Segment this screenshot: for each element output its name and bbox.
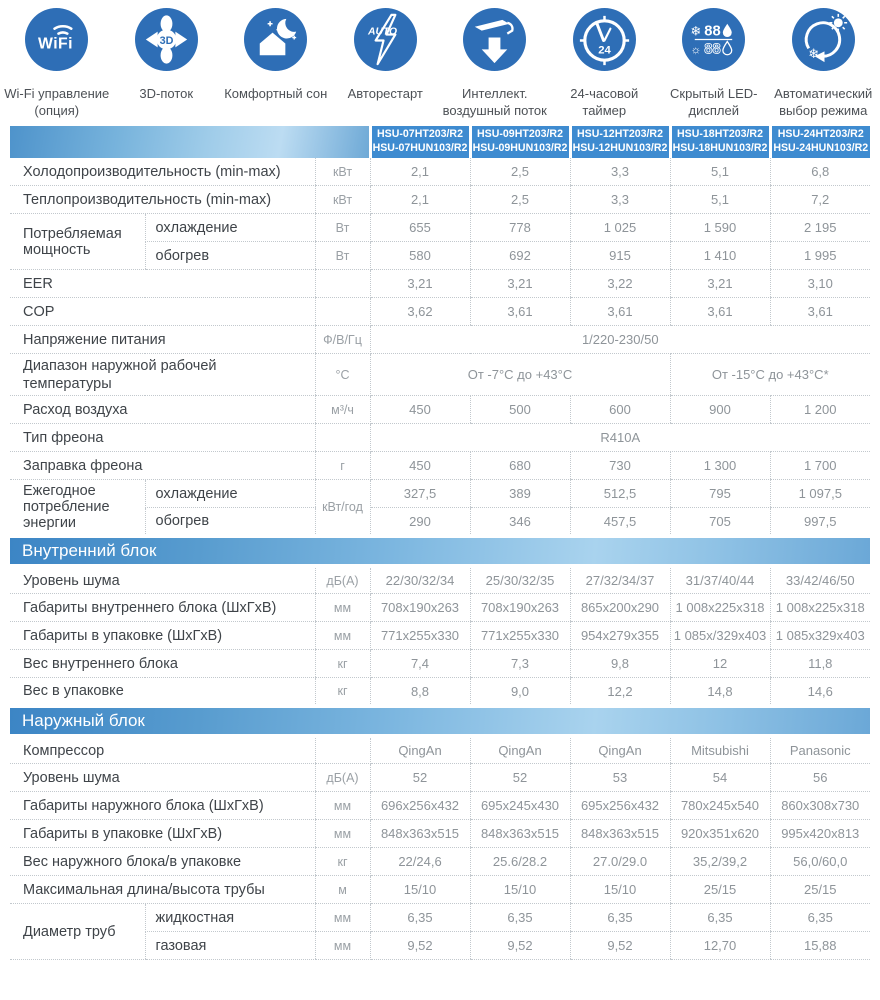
model-header-cell: HSU-18HT203/R2 HSU-18HUN103/R2 — [670, 126, 770, 158]
models-header-row — [10, 126, 870, 158]
spec-value-cell: 708x190x263 — [370, 594, 470, 622]
spec-value-cell: Panasonic — [770, 736, 870, 764]
spec-group-cell: Диаметр труб — [10, 904, 145, 960]
spec-value-cell: 33/42/46/50 — [770, 566, 870, 594]
spec-value-cell: 52 — [370, 764, 470, 792]
feature-label: 3D-поток — [139, 86, 194, 101]
flow3d-icon — [135, 8, 198, 71]
spec-value-cell: 696x256x432 — [370, 792, 470, 820]
table-row — [10, 594, 870, 622]
spec-label-cell: Уровень шума — [10, 566, 315, 594]
spec-value-cell: 900 — [670, 396, 770, 424]
spec-unit-cell — [315, 736, 370, 764]
spec-value-cell: 27.0/29.0 — [570, 848, 670, 876]
spec-value-cell: 580 — [370, 242, 470, 270]
spec-unit-cell: Ф/В/Гц — [315, 326, 370, 354]
table-row — [10, 396, 870, 424]
spec-value-cell: 1 700 — [770, 452, 870, 480]
model-header-cell: HSU-24HT203/R2 HSU-24HUN103/R2 — [770, 126, 870, 158]
spec-label-cell: Вес наружного блока/в упаковке — [10, 848, 315, 876]
spec-value-cell: 780x245x540 — [670, 792, 770, 820]
spec-label-cell: Габариты в упаковке (ШхГхВ) — [10, 622, 315, 650]
spec-sub-cell: газовая — [145, 932, 315, 960]
spec-value-cell: 15/10 — [470, 876, 570, 904]
spec-unit-cell: °C — [315, 354, 370, 396]
spec-value-cell: 25/15 — [670, 876, 770, 904]
spec-value-cell: 35,2/39,2 — [670, 848, 770, 876]
spec-value-cell: 25.6/28.2 — [470, 848, 570, 876]
wifi-icon — [25, 8, 88, 71]
spec-value-cell: 31/37/40/44 — [670, 566, 770, 594]
model-header-cell: HSU-12HT203/R2 HSU-12HUN103/R2 — [570, 126, 670, 158]
spec-label-cell: Напряжение питания — [10, 326, 315, 354]
spec-value-cell: 450 — [370, 396, 470, 424]
spec-group-cell: Ежегодное потребление энергии — [10, 480, 145, 536]
feature-smartairflow — [440, 8, 550, 119]
spec-value-cell: 2,5 — [470, 158, 570, 186]
spec-unit-cell: мм — [315, 904, 370, 932]
spec-value-cell: 915 — [570, 242, 670, 270]
spec-unit-cell: кВт/год — [315, 480, 370, 536]
spec-value-cell: 15/10 — [570, 876, 670, 904]
spec-value-cell: Mitsubishi — [670, 736, 770, 764]
spec-value-cell: 865x200x290 — [570, 594, 670, 622]
spec-value-cell: 1 200 — [770, 396, 870, 424]
spec-value-cell: 2 195 — [770, 214, 870, 242]
spec-label-cell: Расход воздуха — [10, 396, 315, 424]
svg-text:88: 88 — [704, 41, 721, 58]
spec-value-cell: 1 025 — [570, 214, 670, 242]
table-row — [10, 298, 870, 326]
feature-automode — [769, 8, 879, 119]
spec-label-cell: Компрессор — [10, 736, 315, 764]
section-row — [10, 536, 870, 566]
spec-value-cell: 5,1 — [670, 186, 770, 214]
svg-text:☼: ☼ — [690, 42, 702, 57]
svg-text:❄: ❄ — [690, 23, 702, 39]
spec-value-cell: 27/32/34/37 — [570, 566, 670, 594]
table-row — [10, 678, 870, 706]
spec-unit-cell: мм — [315, 932, 370, 960]
svg-text:24: 24 — [597, 44, 611, 57]
spec-value-cell: 954x279x355 — [570, 622, 670, 650]
spec-unit-cell: мм — [315, 820, 370, 848]
spec-unit-cell: г — [315, 452, 370, 480]
spec-value-cell: 14,8 — [670, 678, 770, 706]
spec-value-cell: 1 995 — [770, 242, 870, 270]
table-row — [10, 186, 870, 214]
spec-value-cell: 457,5 — [570, 508, 670, 536]
table-row — [10, 650, 870, 678]
hiddenled-icon — [682, 8, 745, 71]
feature-label: Комфортный сон — [224, 86, 328, 101]
table-row — [10, 736, 870, 764]
spec-value-cell: 3,61 — [770, 298, 870, 326]
spec-value-cell: 3,21 — [670, 270, 770, 298]
feature-wifi — [2, 8, 112, 119]
spec-unit-cell — [315, 298, 370, 326]
table-row — [10, 876, 870, 904]
spec-value-cell: 12 — [670, 650, 770, 678]
spec-value-cell: 695x256x432 — [570, 792, 670, 820]
spec-group-cell: Потребляемая мощность — [10, 214, 145, 270]
spec-value-cell: 7,2 — [770, 186, 870, 214]
spec-label-cell: Максимальная длина/высота трубы — [10, 876, 315, 904]
spec-sub-cell: обогрев — [145, 242, 315, 270]
spec-value-cell: 920x351x620 — [670, 820, 770, 848]
spec-value-cell: 12,70 — [670, 932, 770, 960]
comfortsleep-icon — [244, 8, 307, 71]
spec-unit-cell: кг — [315, 650, 370, 678]
spec-label-cell: Тип фреона — [10, 424, 315, 452]
spec-value-cell: 8,8 — [370, 678, 470, 706]
spec-label-cell: Вес внутреннего блока — [10, 650, 315, 678]
spec-value-cell: 860x308x730 — [770, 792, 870, 820]
table-row — [10, 566, 870, 594]
spec-value-cell: 695x245x430 — [470, 792, 570, 820]
spec-value-cell: 15,88 — [770, 932, 870, 960]
spec-value-cell: 9,52 — [570, 932, 670, 960]
spec-value-cell: 500 — [470, 396, 570, 424]
spec-unit-cell: м — [315, 876, 370, 904]
spec-value-cell: 1 008x225x318 — [670, 594, 770, 622]
spec-value-cell: 1 300 — [670, 452, 770, 480]
section-header: Внутренний блок — [10, 536, 870, 566]
spec-value-cell: 3,61 — [570, 298, 670, 326]
spec-value-cell: 6,35 — [370, 904, 470, 932]
feature-label: Интеллект. воздушный поток — [442, 86, 547, 118]
autorestart-icon — [354, 8, 417, 71]
spec-value-cell: 655 — [370, 214, 470, 242]
spec-value-cell: 290 — [370, 508, 470, 536]
spec-value-cell: 6,8 — [770, 158, 870, 186]
feature-label: Автоматический выбор режима — [774, 86, 873, 118]
spec-value-cell: 6,35 — [570, 904, 670, 932]
spec-value-cell: 2,1 — [370, 186, 470, 214]
table-row — [10, 764, 870, 792]
spec-label-cell: Вес в упаковке — [10, 678, 315, 706]
spec-value-cell: 56 — [770, 764, 870, 792]
spec-unit-cell — [315, 270, 370, 298]
spec-value-cell: 1 085x329x403 — [770, 622, 870, 650]
table-row — [10, 452, 870, 480]
table-row — [10, 214, 870, 242]
spec-unit-cell: мм — [315, 622, 370, 650]
spec-value-cell: 327,5 — [370, 480, 470, 508]
spec-value-cell: 3,62 — [370, 298, 470, 326]
spec-value-cell: 389 — [470, 480, 570, 508]
spec-value-cell: 730 — [570, 452, 670, 480]
spec-value-cell: 3,21 — [370, 270, 470, 298]
spec-value-cell: 705 — [670, 508, 770, 536]
spec-value-cell: 848x363x515 — [470, 820, 570, 848]
spec-value-cell: 9,52 — [470, 932, 570, 960]
svg-text:WiFi: WiFi — [38, 35, 74, 53]
svg-text:AUTO: AUTO — [367, 26, 397, 38]
spec-value-cell: 25/30/32/35 — [470, 566, 570, 594]
spec-value-cell: 600 — [570, 396, 670, 424]
spec-label-cell: Габариты в упаковке (ШхГхВ) — [10, 820, 315, 848]
spec-sub-cell: охлаждение — [145, 480, 315, 508]
spec-value-cell: 1/220-230/50 — [370, 326, 870, 354]
spec-unit-cell: мм — [315, 792, 370, 820]
spec-value-cell: 54 — [670, 764, 770, 792]
spec-value-cell: 52 — [470, 764, 570, 792]
spec-unit-cell: дБ(А) — [315, 566, 370, 594]
feature-autorestart — [331, 8, 441, 119]
spec-unit-cell: Вт — [315, 214, 370, 242]
spec-label-cell: Заправка фреона — [10, 452, 315, 480]
spec-value-cell: 795 — [670, 480, 770, 508]
svg-text:88: 88 — [704, 23, 721, 40]
spec-value-cell: 692 — [470, 242, 570, 270]
spec-unit-cell: м³/ч — [315, 396, 370, 424]
spec-value-cell: 5,1 — [670, 158, 770, 186]
spec-value-cell: 346 — [470, 508, 570, 536]
specs-table — [10, 126, 870, 960]
feature-label: Скрытый LED-дисплей — [670, 86, 758, 118]
feature-label: Wi-Fi управление (опция) — [4, 86, 110, 118]
spec-value-cell: 7,3 — [470, 650, 570, 678]
spec-unit-cell — [315, 424, 370, 452]
spec-value-cell: 3,61 — [470, 298, 570, 326]
spec-label-cell: Габариты наружного блока (ШхГхВ) — [10, 792, 315, 820]
spec-value-cell: 3,3 — [570, 186, 670, 214]
spec-label-cell: Габариты внутреннего блока (ШхГхВ) — [10, 594, 315, 622]
spec-value-cell: 3,61 — [670, 298, 770, 326]
feature-label: 24-часовой таймер — [570, 86, 639, 118]
spec-value-cell: 512,5 — [570, 480, 670, 508]
spec-unit-cell: мм — [315, 594, 370, 622]
spec-value-cell: 708x190x263 — [470, 594, 570, 622]
svg-text:❄: ❄ — [808, 46, 819, 62]
spec-value-cell: 12,2 — [570, 678, 670, 706]
table-row — [10, 904, 870, 932]
spec-value-cell: 848x363x515 — [370, 820, 470, 848]
spec-value-cell: 1 085x/329x403 — [670, 622, 770, 650]
spec-value-cell: 771x255x330 — [470, 622, 570, 650]
spec-unit-cell: кг — [315, 678, 370, 706]
spec-value-cell: QingAn — [370, 736, 470, 764]
spec-label-cell: EER — [10, 270, 315, 298]
spec-value-cell: 3,10 — [770, 270, 870, 298]
spec-value-cell: QingAn — [570, 736, 670, 764]
spec-value-cell: От -7°C до +43°C — [370, 354, 670, 396]
spec-value-cell: 9,0 — [470, 678, 570, 706]
spec-value-cell: 53 — [570, 764, 670, 792]
section-header: Наружный блок — [10, 706, 870, 736]
spec-value-cell: 778 — [470, 214, 570, 242]
spec-value-cell: 1 097,5 — [770, 480, 870, 508]
timer24-icon — [573, 8, 636, 71]
spec-sub-cell: обогрев — [145, 508, 315, 536]
specs-tbody — [10, 158, 870, 960]
spec-value-cell: 6,35 — [670, 904, 770, 932]
spec-value-cell: 1 410 — [670, 242, 770, 270]
spec-value-cell: 2,5 — [470, 186, 570, 214]
spec-label-cell: Уровень шума — [10, 764, 315, 792]
spec-value-cell: 771x255x330 — [370, 622, 470, 650]
feature-comfortsleep — [221, 8, 331, 119]
spec-value-cell: 3,21 — [470, 270, 570, 298]
spec-value-cell: 1 008x225x318 — [770, 594, 870, 622]
spec-value-cell: 22/30/32/34 — [370, 566, 470, 594]
spec-label-cell: Теплопроизводительность (min-max) — [10, 186, 315, 214]
feature-timer24 — [550, 8, 660, 119]
spec-value-cell: 9,8 — [570, 650, 670, 678]
spec-value-cell: 3,3 — [570, 158, 670, 186]
feature-label: Авторестарт — [347, 86, 423, 101]
svg-text:3D: 3D — [159, 34, 174, 47]
spec-value-cell: 6,35 — [770, 904, 870, 932]
spec-sub-cell: жидкостная — [145, 904, 315, 932]
table-row — [10, 354, 870, 396]
table-row — [10, 848, 870, 876]
spec-value-cell: 2,1 — [370, 158, 470, 186]
spec-value-cell: 450 — [370, 452, 470, 480]
model-header-cell: HSU-09HT203/R2 HSU-09HUN103/R2 — [470, 126, 570, 158]
feature-hiddenled — [659, 8, 769, 119]
spec-value-cell: R410A — [370, 424, 870, 452]
spec-value-cell: 14,6 — [770, 678, 870, 706]
smartairflow-icon — [463, 8, 526, 71]
spec-label-cell: COP — [10, 298, 315, 326]
table-row — [10, 424, 870, 452]
spec-value-cell: 9,52 — [370, 932, 470, 960]
specs-table-head — [10, 126, 870, 158]
spec-value-cell: 6,35 — [470, 904, 570, 932]
spec-unit-cell: Вт — [315, 242, 370, 270]
spec-value-cell: 25/15 — [770, 876, 870, 904]
spec-unit-cell: дБ(А) — [315, 764, 370, 792]
table-row — [10, 326, 870, 354]
automode-icon — [792, 8, 855, 71]
spec-sub-cell: охлаждение — [145, 214, 315, 242]
spec-value-cell: 11,8 — [770, 650, 870, 678]
spec-value-cell: 680 — [470, 452, 570, 480]
spec-value-cell: От -15°C до +43°C* — [670, 354, 870, 396]
table-row — [10, 270, 870, 298]
spec-value-cell: 3,22 — [570, 270, 670, 298]
spec-value-cell: 7,4 — [370, 650, 470, 678]
spec-value-cell: 22/24,6 — [370, 848, 470, 876]
table-row — [10, 820, 870, 848]
spec-unit-cell: кг — [315, 848, 370, 876]
spec-value-cell: 1 590 — [670, 214, 770, 242]
spec-unit-cell: кВт — [315, 158, 370, 186]
table-row — [10, 622, 870, 650]
spec-unit-cell: кВт — [315, 186, 370, 214]
spec-label-cell: Диапазон наружной рабочей температуры — [10, 354, 315, 396]
spec-value-cell: 997,5 — [770, 508, 870, 536]
spec-value-cell: 56,0/60,0 — [770, 848, 870, 876]
spec-value-cell: 15/10 — [370, 876, 470, 904]
features-row — [0, 0, 880, 119]
spec-value-cell: 848x363x515 — [570, 820, 670, 848]
section-row — [10, 706, 870, 736]
model-header-cell: HSU-07HT203/R2 HSU-07HUN103/R2 — [370, 126, 470, 158]
spec-label-cell: Холодопроизводительность (min-max) — [10, 158, 315, 186]
header-band — [10, 126, 370, 158]
table-row — [10, 480, 870, 508]
table-row — [10, 158, 870, 186]
feature-flow3d — [112, 8, 222, 119]
spec-value-cell: QingAn — [470, 736, 570, 764]
spec-value-cell: 995x420x813 — [770, 820, 870, 848]
table-row — [10, 792, 870, 820]
